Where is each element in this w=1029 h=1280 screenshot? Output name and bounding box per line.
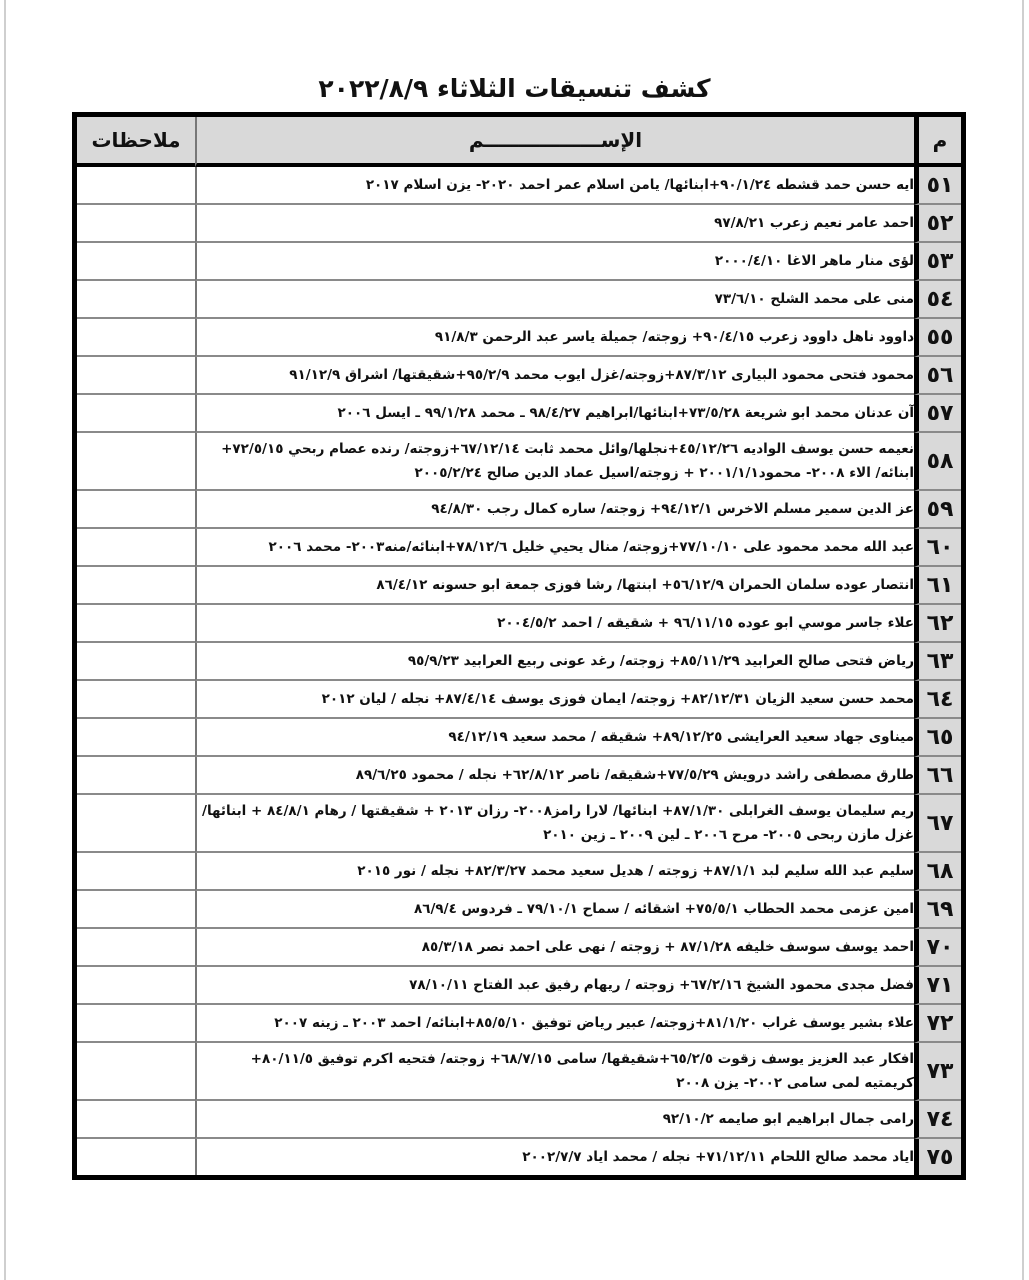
table-row xyxy=(77,1101,961,1139)
row-number: ٥٨ xyxy=(914,433,961,491)
row-notes xyxy=(77,757,195,795)
row-notes xyxy=(77,319,195,357)
row-name: انتصار عوده سلمان الحمران ٥٦/١٢/٩+ ابنتها/ رشا فوزى جمعة ابو حسونه ٨٦/٤/١٢ xyxy=(195,567,914,605)
row-name: اياد محمد صالح اللحام ٧١/١٢/١١+ نجله / محمد اياد ٢٠٠٢/٧/٧ xyxy=(195,1139,914,1175)
row-name: رياض فتحى صالح العرابيد ٨٥/١١/٢٩+ زوجته/ رغد عونى ربيع العرابيد ٩٥/٩/٢٣ xyxy=(195,643,914,681)
row-number: ٥٧ xyxy=(914,395,961,433)
table-row xyxy=(77,795,961,853)
row-notes xyxy=(77,1043,195,1101)
schedule-table xyxy=(72,112,966,1180)
row-name: آن عدنان محمد ابو شريعة ٧٣/٥/٢٨+ابنائها/ابراهيم ٩٨/٤/٢٧ ـ محمد ٩٩/١/٢٨ ـ ايسل ٢٠٠٦ xyxy=(195,395,914,433)
row-number: ٦٤ xyxy=(914,681,961,719)
row-name: رامى جمال ابراهيم ابو صايمه ٩٢/١٠/٢ xyxy=(195,1101,914,1139)
table-header-row xyxy=(77,117,961,167)
row-notes xyxy=(77,681,195,719)
header-number: م xyxy=(914,117,961,167)
row-name: احمد عامر نعيم زعرب ٩٧/٨/٢١ xyxy=(195,205,914,243)
row-notes xyxy=(77,605,195,643)
row-name: علاء بشير يوسف غراب ٨١/١/٢٠+زوجته/ عبير رياض توفيق ٨٥/٥/١٠+ابنائه/ احمد ٢٠٠٣ ـ زينه ٢٠٠٧ xyxy=(195,1005,914,1043)
row-notes xyxy=(77,795,195,853)
row-notes xyxy=(77,929,195,967)
row-number: ٥٥ xyxy=(914,319,961,357)
table-row xyxy=(77,681,961,719)
row-number: ٦٨ xyxy=(914,853,961,891)
header-notes: ملاحظات xyxy=(77,117,195,167)
header-name-label: الإســـــــــــــــــم xyxy=(468,128,643,152)
row-notes xyxy=(77,243,195,281)
row-number: ٧٤ xyxy=(914,1101,961,1139)
table-row xyxy=(77,891,961,929)
table-row xyxy=(77,205,961,243)
table-row xyxy=(77,929,961,967)
table-row xyxy=(77,567,961,605)
table-row xyxy=(77,319,961,357)
table-row xyxy=(77,967,961,1005)
row-number: ٥٩ xyxy=(914,491,961,529)
row-notes xyxy=(77,567,195,605)
row-number: ٥٦ xyxy=(914,357,961,395)
table-row xyxy=(77,1005,961,1043)
row-notes xyxy=(77,853,195,891)
row-number: ٥٤ xyxy=(914,281,961,319)
row-name: احمد يوسف سوسف خليفه ٨٧/١/٢٨ + زوجته / نهى على احمد نصر ٨٥/٣/١٨ xyxy=(195,929,914,967)
table-row xyxy=(77,281,961,319)
header-name xyxy=(195,117,914,167)
row-number: ٧٢ xyxy=(914,1005,961,1043)
table-body xyxy=(77,167,961,1175)
row-notes xyxy=(77,1139,195,1175)
row-number: ٧١ xyxy=(914,967,961,1005)
row-number: ٦٥ xyxy=(914,719,961,757)
table-row xyxy=(77,643,961,681)
row-name: ميناوى جهاد سعيد العرايشى ٨٩/١٢/٢٥+ شقيقه / محمد سعيد ٩٤/١٢/١٩ xyxy=(195,719,914,757)
row-notes xyxy=(77,433,195,491)
row-name: علاء جاسر موسي ابو عوده ٩٦/١١/١٥ + شقيقه / احمد ٢٠٠٤/٥/٢ xyxy=(195,605,914,643)
row-name: عز الدين سمير مسلم الاخرس ٩٤/١٢/١+ زوجته/ ساره كمال رجب ٩٤/٨/٣٠ xyxy=(195,491,914,529)
row-number: ٦٠ xyxy=(914,529,961,567)
row-name: افكار عبد العزيز يوسف زقوت ٦٥/٢/٥+شقيقها/ سامى ٦٨/٧/١٥+ زوجته/ فتحيه اكرم توفيق ٨٠/١١/٥+ كريمتيه لمى سامى ٢٠٠٢- يزن ٢٠٠٨ xyxy=(195,1043,914,1101)
page-edge-left xyxy=(4,0,6,1280)
table-row xyxy=(77,605,961,643)
row-number: ٦٩ xyxy=(914,891,961,929)
row-notes xyxy=(77,1101,195,1139)
table-row xyxy=(77,719,961,757)
table-row xyxy=(77,357,961,395)
row-name: محمود فتحى محمود البيارى ٨٧/٣/١٢+زوجته/غزل ايوب محمد ٩٥/٢/٩+شقيقتها/ اشراق ٩١/١٢/٩ xyxy=(195,357,914,395)
page-title: كشف تنسيقات الثلاثاء ٢٠٢٢/٨/٩ xyxy=(318,74,711,103)
row-notes xyxy=(77,205,195,243)
row-number: ٦٦ xyxy=(914,757,961,795)
row-notes xyxy=(77,1005,195,1043)
page-edge-right xyxy=(1022,0,1024,1280)
row-notes xyxy=(77,529,195,567)
table-row xyxy=(77,433,961,491)
table-row xyxy=(77,529,961,567)
row-number: ٦٣ xyxy=(914,643,961,681)
row-name: ايه حسن حمد قشطه ٩٠/١/٢٤+ابنائها/ يامن اسلام عمر احمد ٢٠٢٠- يزن اسلام ٢٠١٧ xyxy=(195,167,914,205)
table-row xyxy=(77,167,961,205)
row-name: طارق مصطفى راشد درويش ٧٧/٥/٢٩+شقيقه/ ناصر ٦٢/٨/١٢+ نجله / محمود ٨٩/٦/٢٥ xyxy=(195,757,914,795)
row-number: ٥٢ xyxy=(914,205,961,243)
row-number: ٦٧ xyxy=(914,795,961,853)
table-row xyxy=(77,243,961,281)
table-row xyxy=(77,757,961,795)
row-number: ٧٠ xyxy=(914,929,961,967)
table-row xyxy=(77,1139,961,1175)
row-number: ٧٣ xyxy=(914,1043,961,1101)
row-name: امين عزمى محمد الحطاب ٧٥/٥/١+ اشقائه / سماح ٧٩/١٠/١ ـ فردوس ٨٦/٩/٤ xyxy=(195,891,914,929)
row-name: داوود ناهل داوود زعرب ٩٠/٤/١٥+ زوجته/ جميلة ياسر عبد الرحمن ٩١/٨/٣ xyxy=(195,319,914,357)
table-row xyxy=(77,491,961,529)
table-row xyxy=(77,853,961,891)
row-number: ٦١ xyxy=(914,567,961,605)
row-name: سليم عبد الله سليم لبد ٨٧/١/١+ زوجته / هديل سعيد محمد ٨٢/٣/٢٧+ نجله / نور ٢٠١٥ xyxy=(195,853,914,891)
row-number: ٧٥ xyxy=(914,1139,961,1175)
row-name: فضل مجدى محمود الشيخ ٦٧/٢/١٦+ زوجته / ريهام رفيق عبد الفتاح ٧٨/١٠/١١ xyxy=(195,967,914,1005)
row-name: نعيمه حسن يوسف الواديه ٤٥/١٢/٢٦+نجلها/وائل محمد ثابت ٦٧/١٢/١٤+زوجته/ رنده عصام ربحي ٧٢/٥/١٥+ ابنائه/ الاء ٢٠٠٨- محمود٢٠٠١/١/١ + زوجته/اسيل عماد الدين صالح ٢٠٠٥/٢/٢٤ xyxy=(195,433,914,491)
table-row xyxy=(77,395,961,433)
row-name: محمد حسن سعيد الزيان ٨٢/١٢/٣١+ زوجته/ ايمان فوزى يوسف ٨٧/٤/١٤+ نجله / ليان ٢٠١٢ xyxy=(195,681,914,719)
row-number: ٥٣ xyxy=(914,243,961,281)
row-notes xyxy=(77,967,195,1005)
row-name: عبد الله محمد محمود على ٧٧/١٠/١٠+زوجته/ منال يحيي خليل ٧٨/١٢/٦+ابنائه/منه٢٠٠٣- محمد ٢٠٠٦ xyxy=(195,529,914,567)
row-name: ريم سليمان يوسف الغرابلى ٨٧/١/٣٠+ ابنائها/ لارا رامز٢٠٠٨- رزان ٢٠١٣ + شقيقتها / رهام ٨٤/٨/١ + ابنائها/ غزل مازن ربحى ٢٠٠٥- مرح ٢٠٠٦ ـ لين ٢٠٠٩ ـ زين ٢٠١٠ xyxy=(195,795,914,853)
row-notes xyxy=(77,167,195,205)
row-name: منى على محمد الشلح ٧٣/٦/١٠ xyxy=(195,281,914,319)
row-number: ٥١ xyxy=(914,167,961,205)
row-notes xyxy=(77,491,195,529)
table-row xyxy=(77,1043,961,1101)
row-number: ٦٢ xyxy=(914,605,961,643)
row-name: لؤى منار ماهر الاغا ٢٠٠٠/٤/١٠ xyxy=(195,243,914,281)
row-notes xyxy=(77,643,195,681)
row-notes xyxy=(77,357,195,395)
row-notes xyxy=(77,891,195,929)
row-notes xyxy=(77,719,195,757)
row-notes xyxy=(77,395,195,433)
row-notes xyxy=(77,281,195,319)
